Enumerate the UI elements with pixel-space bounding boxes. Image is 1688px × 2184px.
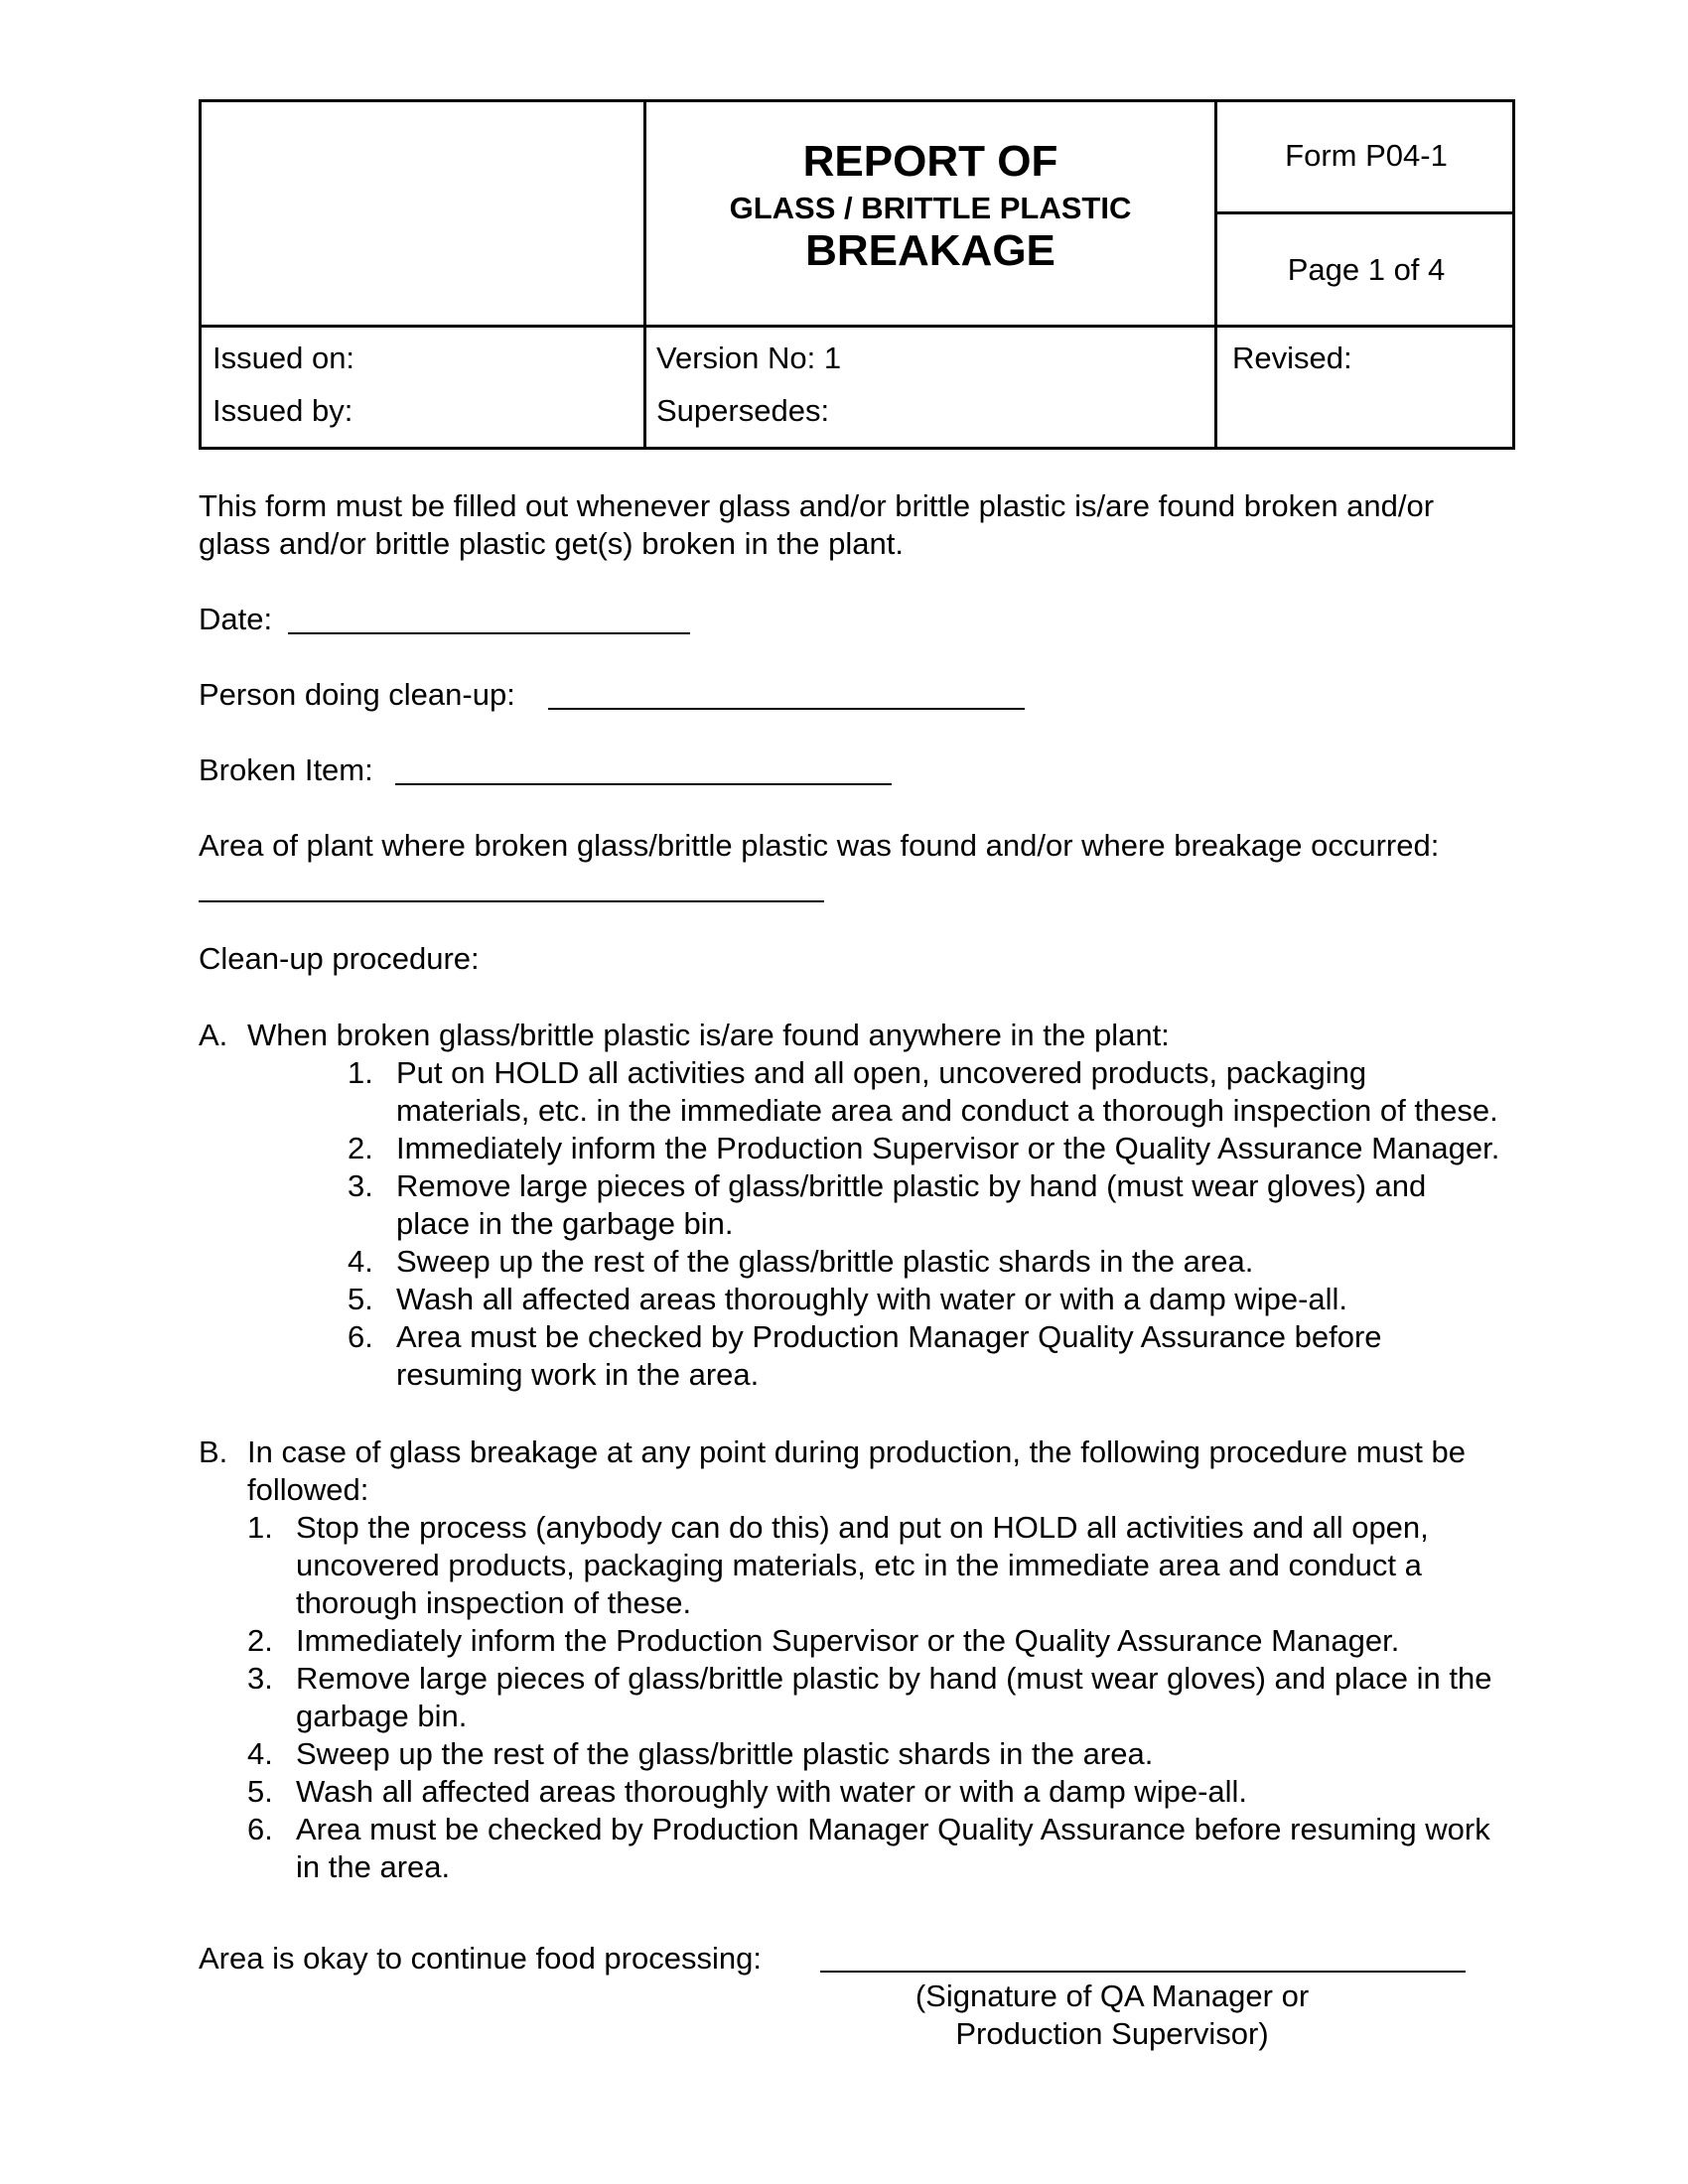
step-number: 3. [247,1661,273,1696]
step-number: 4. [247,1736,273,1771]
step-text: in the area. [296,1849,451,1884]
step-text: Sweep up the rest of the glass/brittle plastic shards in the area. [296,1736,1154,1771]
form-number: Form P04-1 [1285,138,1448,173]
signature-field[interactable] [820,1971,1466,1973]
section-b-title: In case of glass breakage at any point during production, the following procedure must be [247,1434,1466,1469]
title-line-3: BREAKAGE [805,226,1055,275]
step-number: 5. [348,1282,373,1316]
table-divider [1214,211,1515,214]
section-b-title: followed: [247,1472,369,1507]
broken-item-field[interactable] [395,783,892,785]
area-field[interactable] [199,900,824,902]
signoff-label: Area is okay to continue food processing: [199,1941,762,1976]
step-text: Wash all affected areas thoroughly with water or with a damp wipe-all. [396,1282,1348,1316]
supersedes-label: Supersedes: [656,393,830,428]
step-number: 3. [348,1168,373,1203]
step-number: 6. [348,1319,373,1354]
intro-text: This form must be filled out whenever glass and/or brittle plastic is/are found broken and/or [199,488,1435,523]
step-text: Put on HOLD all activities and all open, uncovered products, packaging [396,1055,1367,1090]
issued-on-label: Issued on: [212,341,355,375]
step-text: garbage bin. [296,1699,468,1733]
title-line-2: GLASS / BRITTLE PLASTIC [729,191,1132,225]
step-text: materials, etc. in the immediate area and conduct a thorough inspection of these. [396,1093,1498,1128]
procedure-heading: Clean-up procedure: [199,941,480,976]
person-label: Person doing clean-up: [199,677,515,712]
step-text: Wash all affected areas thoroughly with water or with a damp wipe-all. [296,1774,1248,1809]
revised-label: Revised: [1232,341,1352,375]
step-number: 1. [247,1510,273,1545]
step-text: Stop the process (anybody can do this) and put on HOLD all activities and all open, [296,1510,1429,1545]
person-field[interactable] [548,708,1025,710]
signature-caption: (Signature of QA Manager or [914,1979,1310,2013]
title-line-1: REPORT OF [802,137,1058,186]
step-number: 2. [247,1623,273,1658]
step-text: Immediately inform the Production Supervisor or the Quality Assurance Manager. [296,1623,1400,1658]
step-text: Remove large pieces of glass/brittle plastic by hand (must wear gloves) and [396,1168,1427,1203]
version-label: Version No: 1 [656,341,842,375]
page-indicator: Page 1 of 4 [1287,252,1446,287]
step-number: 5. [247,1774,273,1809]
step-text: uncovered products, packaging materials, etc in the immediate area and conduct a [296,1548,1422,1582]
step-text: Remove large pieces of glass/brittle plastic by hand (must wear gloves) and place in the [296,1661,1492,1696]
step-text: Area must be checked by Production Manager Quality Assurance before resuming work [296,1812,1490,1846]
step-text: Area must be checked by Production Manager Quality Assurance before [396,1319,1382,1354]
step-number: 2. [348,1131,373,1165]
section-a-title: When broken glass/brittle plastic is/are found anywhere in the plant: [247,1018,1170,1052]
signature-caption: Production Supervisor) [955,2016,1269,2051]
step-number: 4. [348,1244,373,1279]
step-text: Sweep up the rest of the glass/brittle plastic shards in the area. [396,1244,1254,1279]
date-field[interactable] [288,632,690,634]
step-number: 1. [348,1055,373,1090]
section-a-marker: A. [199,1018,228,1052]
date-label: Date: [199,602,273,636]
area-label: Area of plant where broken glass/brittle plastic was found and/or where breakage occurred: [199,828,1440,863]
step-text: Immediately inform the Production Supervisor or the Quality Assurance Manager. [396,1131,1500,1165]
intro-text: glass and/or brittle plastic get(s) broken in the plant. [199,526,904,561]
step-text: place in the garbage bin. [396,1206,734,1241]
step-number: 6. [247,1812,273,1846]
step-text: resuming work in the area. [396,1357,760,1392]
issued-by-label: Issued by: [212,393,353,428]
step-text: thorough inspection of these. [296,1585,692,1620]
broken-item-label: Broken Item: [199,752,373,787]
section-b-marker: B. [199,1434,228,1469]
table-divider [199,325,1515,328]
